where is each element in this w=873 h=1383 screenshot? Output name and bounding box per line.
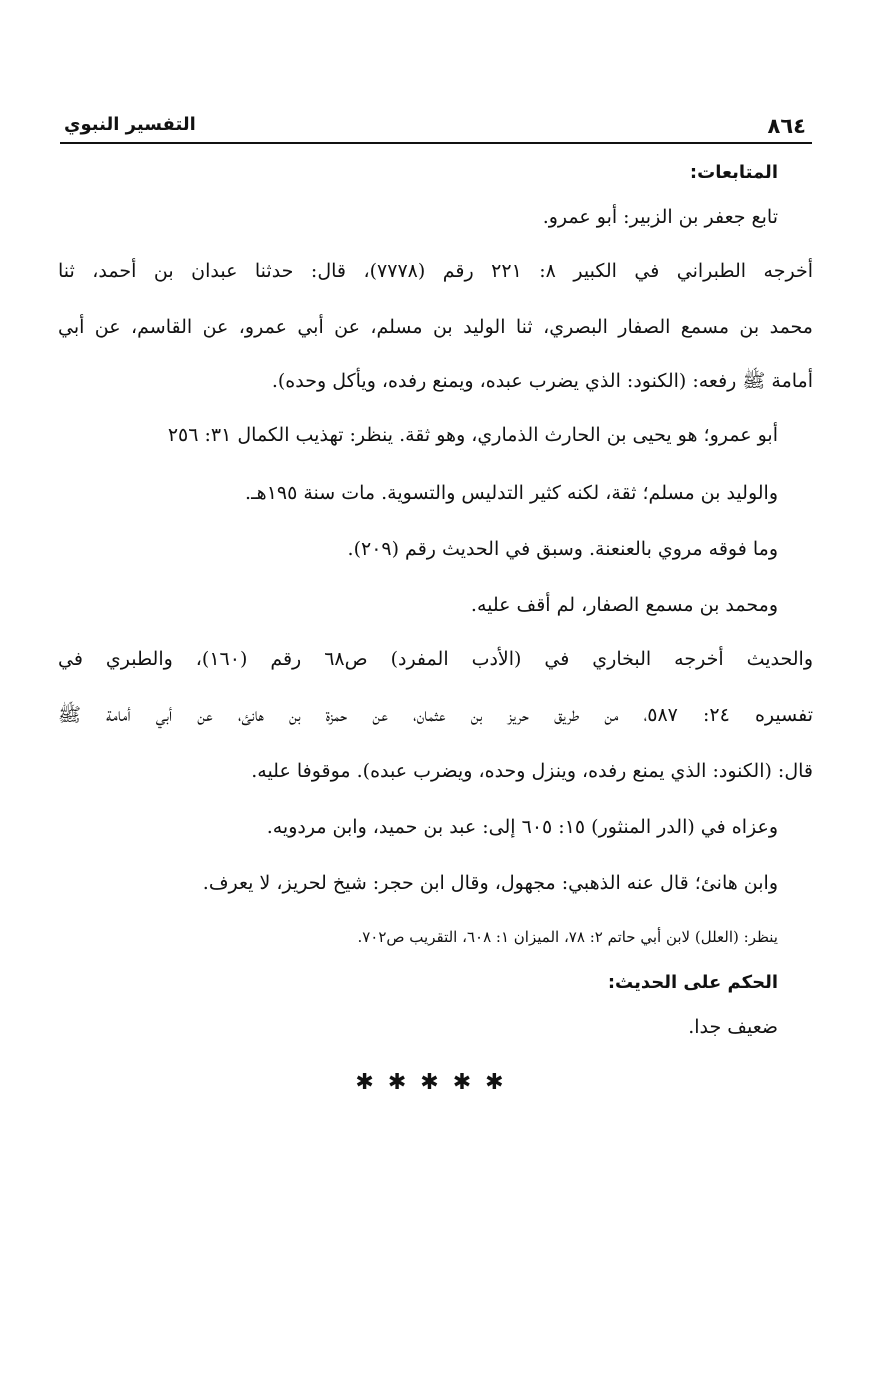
text-line: محمد بن مسمع الصفار البصري، ثنا الوليد بن مسلم، عن أبي عمرو، عن القاسم، عن أبي [58,316,813,338]
text-line: أمامة ﷺ رفعه: (الكنود: الذي يضرب عبده، ويمنع رفده، ويأكل وحده). [271,370,813,392]
text-line: ينظر: (العلل) لابن أبي حاتم ٢: ٧٨، الميزان ١: ٦٠٨، التقريب ص٧٠٢. [357,928,778,946]
section-separator: ✱✱✱✱✱ [355,1070,518,1095]
text-line: تابع جعفر بن الزبير: أبو عمرو. [542,206,778,228]
text-line: قال: (الكنود: الذي يمنع رفده، وينزل وحده، ويضرب عبده). موقوفا عليه. [251,760,813,782]
heading-mutabaat: المتابعات: [689,162,778,183]
heading-hukm: الحكم على الحديث: [607,972,778,993]
text-line: أخرجه الطبراني في الكبير ٨: ٢٢١ رقم (٧٧٧٨)، قال: حدثنا عبدان بن أحمد، ثنا [58,260,813,282]
text-line: ومحمد بن مسمع الصفار، لم أقف عليه. [470,594,778,616]
text-line: تفسيره ٢٤: ٥٨٧، من طريق حريز بن عثمان، عن حمزة بن هانئ، عن أبي أمامة ﷺ [58,704,814,726]
page-number: ٨٦٤ [767,114,806,138]
text-line: وابن هانئ؛ قال عنه الذهبي: مجهول، وقال ابن حجر: شيخ لحريز، لا يعرف. [202,872,778,894]
text-line: والحديث أخرجه البخاري في (الأدب المفرد) ص٦٨ رقم (١٦٠)، والطبري في [58,648,813,670]
book-title: التفسير النبوي [64,114,196,135]
text-line: أبو عمرو؛ هو يحيى بن الحارث الذماري، وهو ثقة. ينظر: تهذيب الكمال ٣١: ٢٥٦ [167,424,778,446]
text-line: وعزاه في (الدر المنثور) ١٥: ٦٠٥ إلى: عبد بن حميد، وابن مردويه. [266,816,778,838]
text-line: والوليد بن مسلم؛ ثقة، لكنه كثير التدليس والتسوية. مات سنة ١٩٥هـ. [245,482,778,504]
page-header [60,108,812,144]
text-line: وما فوقه مروي بالعنعنة. وسبق في الحديث رقم (٢٠٩). [347,538,778,560]
text-line: ضعيف جدا. [688,1016,778,1038]
